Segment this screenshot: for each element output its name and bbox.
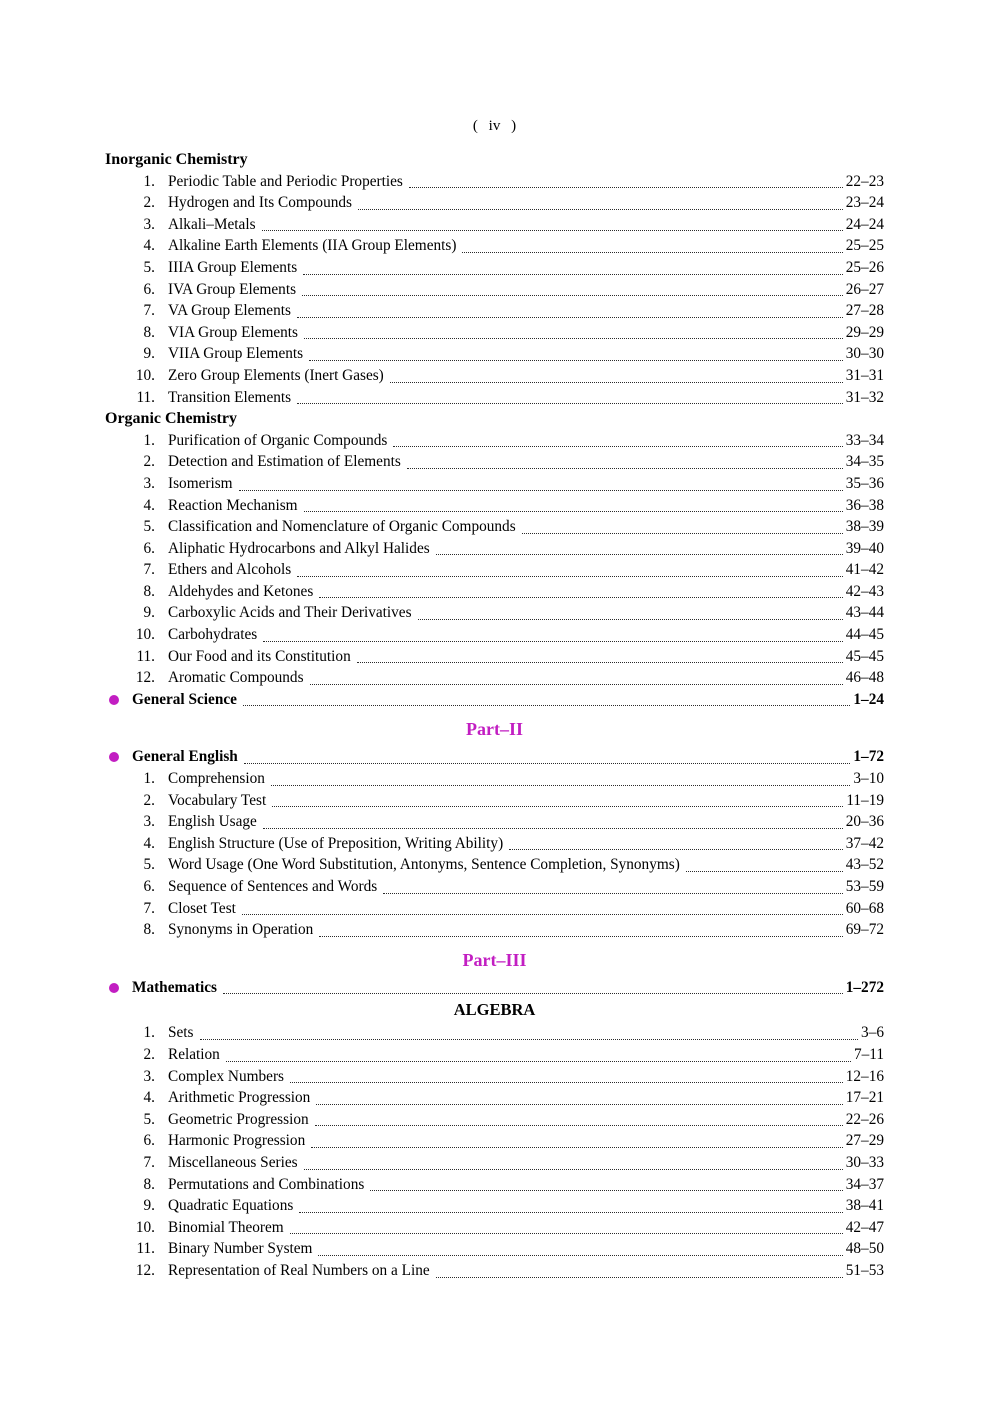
toc-entry [105, 516, 884, 538]
entry-pages: 36–38 [845, 496, 884, 514]
dotted-leader [436, 1277, 843, 1278]
toc-entry [105, 1044, 884, 1066]
toc-entry [105, 1152, 884, 1174]
entry-pages: 39–40 [845, 539, 884, 557]
entry-title: Mathematics [132, 978, 217, 996]
entry-pages: 31–31 [845, 366, 884, 384]
entry-number: 7. [143, 561, 155, 579]
entry-number: 8. [143, 323, 155, 341]
entry-pages: 33–34 [845, 431, 884, 449]
entry-number: 4. [143, 237, 155, 255]
entry-number: 5. [143, 1110, 155, 1128]
entry-title: Alkali–Metals [168, 215, 256, 233]
toc-entry [105, 192, 884, 214]
toc-entry [105, 1066, 884, 1088]
entry-number: 3. [143, 215, 155, 233]
entry-title: Reaction Mechanism [168, 496, 298, 514]
entry-title: Aromatic Compounds [168, 669, 304, 687]
toc-entry [105, 646, 884, 668]
toc-entry [105, 1217, 884, 1239]
entry-number: 6. [143, 1132, 155, 1150]
entry-title: Closet Test [168, 899, 236, 917]
toc-entry [105, 581, 884, 603]
dotted-leader [302, 295, 843, 296]
entry-pages: 3–10 [853, 770, 884, 788]
entry-title: Geometric Progression [168, 1110, 309, 1128]
dotted-leader [462, 252, 842, 253]
dotted-leader [272, 806, 843, 807]
dotted-leader [390, 382, 843, 383]
toc-entry [105, 790, 884, 812]
dotted-leader [223, 993, 843, 994]
entry-pages: 35–36 [845, 474, 884, 492]
toc-entry [105, 473, 884, 495]
entry-title: Quadratic Equations [168, 1197, 294, 1215]
entry-title: Hydrogen and Its Compounds [168, 194, 352, 212]
entry-title: Transition Elements [168, 388, 292, 406]
part-heading: Part–III [462, 949, 527, 970]
entry-pages: 38–39 [845, 518, 884, 536]
entry-number: 1. [143, 770, 155, 788]
entry-number: 3. [143, 1067, 155, 1085]
toc-bullet-entry [105, 689, 884, 711]
toc-entry [105, 876, 884, 898]
entry-title: Comprehension [168, 770, 265, 788]
entry-pages: 27–29 [845, 1132, 884, 1150]
entry-pages: 48–50 [845, 1240, 884, 1258]
dotted-leader [316, 1104, 842, 1105]
dotted-leader [297, 576, 843, 577]
toc-entry [105, 343, 884, 365]
entry-number: 9. [143, 604, 155, 622]
dotted-leader [309, 360, 843, 361]
toc-entry [105, 1238, 884, 1260]
entry-pages: 3–6 [861, 1024, 884, 1042]
section-heading-label: Inorganic Chemistry [105, 151, 248, 168]
entry-title: Complex Numbers [168, 1067, 284, 1085]
entry-number: 10. [135, 366, 155, 384]
entry-number: 3. [143, 813, 155, 831]
bullet-icon [109, 752, 119, 762]
entry-title: English Structure (Use of Preposition, Writing Ability) [168, 834, 504, 852]
dotted-leader [358, 209, 843, 210]
part-heading: Part–II [466, 719, 523, 740]
dotted-leader [304, 338, 843, 339]
entry-number: 5. [143, 856, 155, 874]
page-number: ( iv ) [472, 118, 517, 134]
entry-title: Sequence of Sentences and Words [168, 878, 378, 895]
entry-pages: 30–30 [845, 345, 884, 363]
toc-entry [105, 854, 884, 876]
dotted-leader [304, 1169, 843, 1170]
section-heading [105, 408, 884, 430]
entry-number: 10. [135, 626, 155, 644]
toc-entry [105, 171, 884, 193]
entry-number: 11. [136, 1240, 155, 1258]
toc-entry [105, 833, 884, 855]
entry-pages: 22–26 [845, 1110, 884, 1128]
entry-title: Binary Number System [168, 1240, 313, 1258]
entry-pages: 43–44 [845, 604, 884, 622]
entry-number: 1. [143, 172, 155, 190]
entry-pages: 27–28 [845, 302, 884, 320]
entry-pages: 44–45 [845, 626, 884, 644]
entry-title: VIIA Group Elements [168, 345, 304, 363]
entry-pages: 1–272 [845, 978, 884, 996]
entry-number: 12. [135, 669, 155, 687]
toc-entry [105, 387, 884, 409]
dotted-leader [407, 468, 843, 469]
entry-title: Vocabulary Test [168, 791, 267, 809]
entry-pages: 25–26 [845, 258, 884, 276]
entry-number: 2. [143, 791, 155, 809]
dotted-leader [290, 1082, 843, 1083]
dotted-leader [303, 274, 843, 275]
entry-pages: 45–45 [845, 647, 884, 665]
entry-pages: 11–19 [846, 791, 884, 809]
toc-entry [105, 1087, 884, 1109]
entry-pages: 24–24 [845, 215, 884, 233]
entry-pages: 31–32 [845, 388, 884, 406]
algebra-heading: ALGEBRA [453, 1000, 536, 1020]
toc-entry [105, 1130, 884, 1152]
entry-pages: 30–33 [845, 1153, 884, 1171]
entry-pages: 12–16 [845, 1067, 884, 1085]
entry-title: General Science [132, 690, 237, 708]
toc-bullet-entry [105, 746, 884, 768]
entry-pages: 43–52 [845, 856, 884, 874]
bullet-icon [109, 695, 119, 705]
entry-pages: 7–11 [853, 1045, 884, 1063]
dotted-leader [370, 1190, 842, 1191]
entry-pages: 20–36 [845, 813, 884, 831]
entry-pages: 25–25 [845, 237, 884, 255]
dotted-leader [242, 914, 843, 915]
dotted-leader [239, 490, 843, 491]
toc-entry [105, 811, 884, 833]
bullet-icon [109, 983, 119, 993]
dotted-leader [436, 554, 843, 555]
toc-entry [105, 1109, 884, 1131]
toc-entry [105, 300, 884, 322]
dotted-leader [271, 785, 851, 786]
toc-entry [105, 898, 884, 920]
entry-number: 1. [143, 431, 155, 449]
entry-number: 4. [143, 1089, 155, 1107]
entry-title: IVA Group Elements [168, 280, 297, 298]
entry-title: General English [132, 748, 238, 766]
entry-title: Arithmetic Progression [168, 1089, 311, 1107]
entry-pages: 1–72 [853, 748, 884, 766]
dotted-leader [319, 936, 842, 937]
entry-number: 12. [135, 1261, 155, 1279]
toc-entry [105, 214, 884, 236]
entry-pages: 46–48 [845, 669, 884, 687]
entry-title: Synonyms in Operation [168, 921, 314, 939]
toc-entry [105, 538, 884, 560]
toc-entry [105, 279, 884, 301]
entry-title: Ethers and Alcohols [168, 561, 292, 579]
section-heading [105, 149, 884, 171]
dotted-leader [297, 403, 843, 404]
toc-entry [105, 1174, 884, 1196]
dotted-leader [310, 684, 843, 685]
entry-number: 8. [143, 921, 155, 939]
dotted-leader [263, 828, 843, 829]
entry-title: Permutations and Combinations [168, 1175, 365, 1193]
dotted-leader [297, 317, 843, 318]
dotted-leader [304, 511, 843, 512]
entry-pages: 42–43 [845, 582, 884, 600]
entry-number: 6. [143, 539, 155, 557]
toc-entry [105, 559, 884, 581]
toc-entry [105, 322, 884, 344]
entry-title: Aliphatic Hydrocarbons and Alkyl Halides [168, 539, 430, 557]
entry-title: Harmonic Progression [168, 1132, 306, 1150]
dotted-leader [290, 1233, 843, 1234]
entry-title: Sets [168, 1024, 194, 1042]
entry-number: 3. [143, 474, 155, 492]
entry-title: Miscellaneous Series [168, 1153, 298, 1171]
dotted-leader [244, 763, 851, 764]
section-heading-label: Organic Chemistry [105, 410, 237, 428]
entry-number: 2. [143, 194, 155, 212]
dotted-leader [393, 446, 842, 447]
entry-title: Zero Group Elements (Inert Gases) [168, 366, 384, 384]
entry-title: Our Food and its Constitution [168, 647, 351, 665]
entry-number: 4. [143, 496, 155, 514]
entry-title: English Usage [168, 813, 257, 831]
entry-pages: 69–72 [845, 921, 884, 939]
dotted-leader [318, 1255, 842, 1256]
entry-title: Purification of Organic Compounds [168, 431, 388, 449]
entry-pages: 41–42 [845, 561, 884, 579]
entry-pages: 60–68 [845, 899, 884, 917]
entry-number: 11. [136, 388, 155, 406]
entry-number: 10. [135, 1218, 155, 1236]
entry-number: 1. [143, 1024, 155, 1042]
entry-pages: 34–35 [845, 453, 884, 471]
dotted-leader [263, 641, 843, 642]
toc-entry [105, 451, 884, 473]
entry-number: 5. [143, 258, 155, 276]
dotted-leader [311, 1147, 843, 1148]
entry-pages: 23–24 [845, 194, 884, 212]
toc-entry [105, 1022, 884, 1044]
dotted-leader [200, 1039, 859, 1040]
entry-number: 7. [143, 899, 155, 917]
entry-number: 9. [143, 345, 155, 363]
entry-pages: 26–27 [845, 280, 884, 298]
toc-entry [105, 1260, 884, 1282]
entry-number: 8. [143, 1175, 155, 1193]
entry-title: Detection and Estimation of Elements [168, 453, 401, 471]
dotted-leader [522, 533, 843, 534]
dotted-leader [383, 893, 843, 894]
dotted-leader [418, 619, 843, 620]
entry-pages: 53–59 [845, 878, 884, 895]
dotted-leader [686, 871, 843, 872]
entry-title: Carboxylic Acids and Their Derivatives [168, 604, 412, 622]
entry-title: Periodic Table and Periodic Properties [168, 172, 403, 190]
entry-pages: 34–37 [845, 1175, 884, 1193]
dotted-leader [315, 1125, 843, 1126]
toc-entry [105, 624, 884, 646]
entry-title: Binomial Theorem [168, 1218, 284, 1236]
entry-pages: 22–23 [845, 172, 884, 190]
entry-pages: 17–21 [845, 1089, 884, 1107]
entry-pages: 38–41 [845, 1197, 884, 1215]
entry-title: Classification and Nomenclature of Organic Compounds [168, 518, 516, 536]
entry-title: Carbohydrates [168, 626, 258, 644]
entry-title: Word Usage (One Word Substitution, Antonyms, Sentence Completion, Synonyms) [168, 856, 680, 874]
entry-title: Aldehydes and Ketones [168, 582, 314, 600]
entry-pages: 1–24 [853, 690, 884, 708]
entry-pages: 37–42 [845, 834, 884, 852]
entry-number: 6. [143, 878, 155, 895]
entry-title: VA Group Elements [168, 302, 291, 320]
toc-entry [105, 919, 884, 941]
entry-title: Representation of Real Numbers on a Line [168, 1261, 430, 1279]
entry-title: Relation [168, 1045, 220, 1063]
toc-entry [105, 235, 884, 257]
entry-number: 7. [143, 302, 155, 320]
entry-title: Isomerism [168, 474, 233, 492]
toc-entry [105, 365, 884, 387]
toc-entry [105, 257, 884, 279]
toc-entry [105, 1195, 884, 1217]
entry-title: IIIA Group Elements [168, 258, 298, 276]
entry-number: 7. [143, 1153, 155, 1171]
entry-number: 9. [143, 1197, 155, 1215]
entry-number: 5. [143, 518, 155, 536]
entry-number: 11. [136, 647, 155, 665]
toc-entry [105, 667, 884, 689]
entry-pages: 42–47 [845, 1218, 884, 1236]
entry-title: Alkaline Earth Elements (IIA Group Elements) [168, 237, 457, 255]
dotted-leader [243, 705, 850, 706]
toc-entry [105, 495, 884, 517]
dotted-leader [226, 1061, 851, 1062]
toc-entry [105, 602, 884, 624]
toc-content [105, 149, 884, 1282]
toc-entry [105, 768, 884, 790]
entry-number: 8. [143, 582, 155, 600]
entry-pages: 29–29 [845, 323, 884, 341]
entry-number: 2. [143, 453, 155, 471]
dotted-leader [319, 597, 842, 598]
entry-title: VIA Group Elements [168, 323, 299, 341]
entry-pages: 51–53 [845, 1261, 884, 1279]
toc-entry [105, 430, 884, 452]
dotted-leader [262, 230, 843, 231]
dotted-leader [299, 1212, 842, 1213]
entry-number: 4. [143, 834, 155, 852]
entry-number: 6. [143, 280, 155, 298]
dotted-leader [409, 187, 843, 188]
dotted-leader [357, 662, 843, 663]
dotted-leader [509, 849, 843, 850]
entry-number: 2. [143, 1045, 155, 1063]
toc-bullet-entry [105, 977, 884, 999]
